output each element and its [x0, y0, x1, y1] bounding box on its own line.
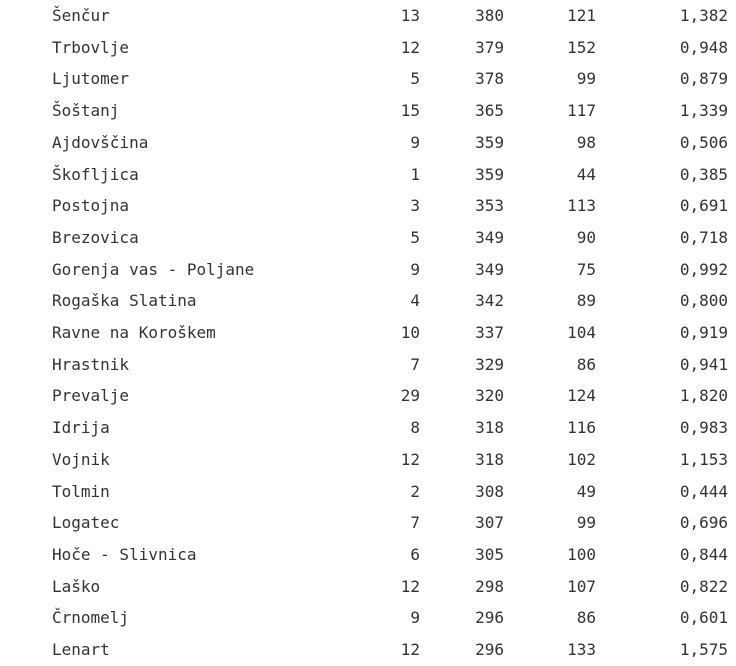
value-col-3: 100	[567, 544, 596, 564]
municipality-name: Šenčur	[52, 6, 110, 25]
value-col-1: 3	[410, 196, 420, 216]
municipality-name: Ljutomer	[52, 69, 130, 89]
municipality-name: Trbovlje	[52, 37, 130, 57]
table-row	[0, 476, 728, 508]
value-col-3: 98	[576, 132, 596, 152]
value-col-2: 320	[475, 386, 504, 406]
value-col-3: 89	[576, 291, 596, 311]
municipality-name: Hrastnik	[52, 354, 130, 374]
value-col-4: 0,800	[679, 291, 728, 311]
municipality-name: Laško	[52, 576, 101, 596]
table-row	[0, 254, 728, 286]
value-col-1: 6	[410, 544, 420, 564]
value-col-1: 29	[400, 386, 420, 406]
value-col-1: 9	[410, 259, 420, 279]
value-col-3: 49	[576, 481, 596, 501]
municipality-name: Šoštanj	[52, 101, 120, 121]
table-row	[0, 127, 728, 159]
value-col-4: 1,339	[679, 101, 728, 121]
table-row	[0, 159, 728, 191]
value-col-3: 44	[576, 164, 596, 184]
value-col-3: 124	[567, 386, 596, 406]
value-col-2: 365	[475, 101, 504, 121]
value-col-1: 15	[400, 101, 420, 121]
value-col-1: 12	[400, 640, 420, 660]
value-col-2: 342	[475, 291, 504, 311]
municipality-name: Ravne na Koroškem	[52, 323, 216, 343]
value-col-4: 0,983	[679, 418, 728, 438]
table-row	[0, 539, 728, 571]
value-col-4: 0,691	[679, 196, 728, 216]
value-col-2: 318	[475, 418, 504, 438]
table-row	[0, 412, 728, 444]
value-col-3: 113	[567, 196, 596, 216]
municipality-name: Tolmin	[52, 481, 110, 501]
value-col-1: 12	[400, 576, 420, 596]
value-col-4: 0,879	[679, 69, 728, 89]
value-col-1: 12	[400, 37, 420, 57]
municipality-name: Ajdovščina	[52, 132, 149, 152]
value-col-1: 8	[410, 418, 420, 438]
table-row	[0, 63, 728, 95]
value-col-1: 13	[400, 6, 420, 25]
value-col-2: 296	[475, 640, 504, 660]
municipality-name: Lenart	[52, 640, 110, 660]
table-row	[0, 602, 728, 634]
value-col-3: 133	[567, 640, 596, 660]
value-col-4: 1,820	[679, 386, 728, 406]
value-col-4: 0,844	[679, 544, 728, 564]
table-row	[0, 380, 728, 412]
value-col-2: 296	[475, 608, 504, 628]
value-col-1: 7	[410, 513, 420, 533]
value-col-4: 1,575	[679, 640, 728, 660]
value-col-3: 104	[567, 323, 596, 343]
value-col-2: 359	[475, 164, 504, 184]
value-col-4: 0,992	[679, 259, 728, 279]
value-col-4: 0,601	[679, 608, 728, 628]
value-col-2: 305	[475, 544, 504, 564]
value-col-2: 353	[475, 196, 504, 216]
value-col-2: 318	[475, 449, 504, 469]
value-col-4: 0,696	[679, 513, 728, 533]
table-row	[0, 222, 728, 254]
value-col-3: 86	[576, 354, 596, 374]
municipality-name: Rogaška Slatina	[52, 291, 197, 311]
value-col-1: 2	[410, 481, 420, 501]
value-col-2: 380	[475, 6, 504, 25]
table-row	[0, 32, 728, 64]
municipality-name: Črnomelj	[52, 608, 130, 628]
table-row	[0, 571, 728, 603]
table-row	[0, 349, 728, 381]
value-col-2: 298	[475, 576, 504, 596]
value-col-3: 75	[576, 259, 596, 279]
value-col-4: 0,948	[679, 37, 728, 57]
value-col-2: 349	[475, 259, 504, 279]
municipality-name: Gorenja vas - Poljane	[52, 259, 255, 279]
value-col-3: 116	[567, 418, 596, 438]
value-col-1: 7	[410, 354, 420, 374]
table-row	[0, 634, 728, 666]
value-col-2: 359	[475, 132, 504, 152]
table-row	[0, 0, 728, 32]
value-col-3: 99	[576, 513, 596, 533]
value-col-2: 379	[475, 37, 504, 57]
value-col-4: 0,941	[679, 354, 728, 374]
value-col-3: 107	[567, 576, 596, 596]
value-col-4: 1,382	[679, 6, 728, 25]
municipality-name: Škofljica	[52, 164, 139, 184]
table-row	[0, 444, 728, 476]
value-col-3: 152	[567, 37, 596, 57]
value-col-4: 0,919	[679, 323, 728, 343]
municipality-name: Vojnik	[52, 449, 110, 469]
value-col-2: 307	[475, 513, 504, 533]
value-col-1: 1	[410, 164, 420, 184]
value-col-3: 121	[567, 6, 596, 25]
value-col-1: 12	[400, 449, 420, 469]
value-col-2: 349	[475, 227, 504, 247]
value-col-1: 10	[400, 323, 420, 343]
municipality-name: Postojna	[52, 196, 130, 216]
value-col-3: 90	[576, 227, 596, 247]
value-col-2: 337	[475, 323, 504, 343]
municipality-name: Prevalje	[52, 386, 130, 406]
value-col-3: 86	[576, 608, 596, 628]
value-col-1: 5	[410, 69, 420, 89]
value-col-3: 102	[567, 449, 596, 469]
value-col-2: 329	[475, 354, 504, 374]
table-row	[0, 95, 728, 127]
value-col-2: 308	[475, 481, 504, 501]
value-col-2: 378	[475, 69, 504, 89]
value-col-4: 0,822	[679, 576, 728, 596]
municipality-name: Brezovica	[52, 227, 139, 247]
value-col-4: 0,718	[679, 227, 728, 247]
value-col-1: 4	[410, 291, 420, 311]
municipality-name: Logatec	[52, 513, 120, 533]
municipality-name: Hoče - Slivnica	[52, 544, 197, 564]
value-col-3: 117	[567, 101, 596, 121]
value-col-1: 5	[410, 227, 420, 247]
value-col-4: 0,506	[679, 132, 728, 152]
value-col-4: 0,385	[679, 164, 728, 184]
table-row	[0, 317, 728, 349]
value-col-4: 0,444	[679, 481, 728, 501]
municipality-name: Idrija	[52, 418, 110, 438]
table-row	[0, 190, 728, 222]
table-row	[0, 507, 728, 539]
value-col-3: 99	[576, 69, 596, 89]
value-col-1: 9	[410, 608, 420, 628]
value-col-4: 1,153	[679, 449, 728, 469]
table-row	[0, 285, 728, 317]
value-col-1: 9	[410, 132, 420, 152]
